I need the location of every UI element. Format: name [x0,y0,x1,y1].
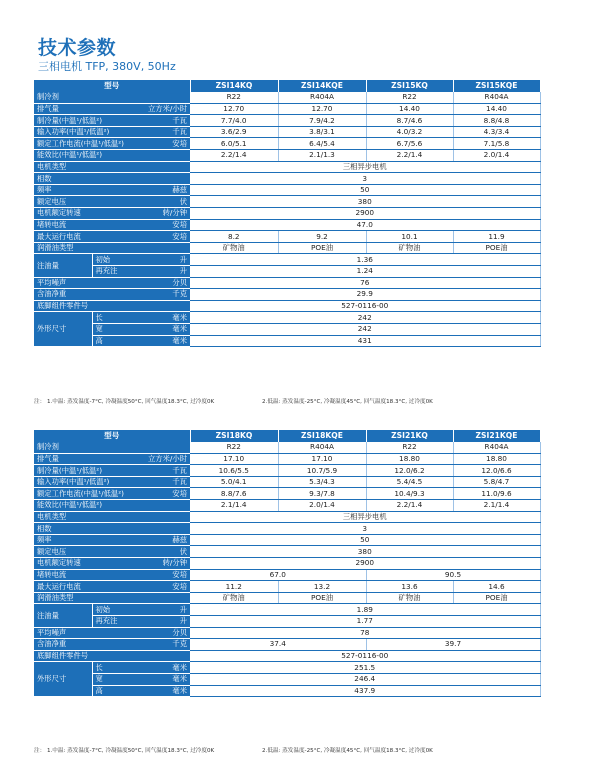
spec-row-refrigerant [34,442,540,454]
row-label-text: 额定电压 [37,196,67,206]
value-cell: 1.36 [190,254,540,266]
value-cell: 37.4 [190,639,366,651]
spec-row-speed [34,208,540,220]
row-label [34,604,92,627]
value-cell: 5.3/4.3 [278,476,366,488]
row-label [34,581,190,593]
value-cell: 8.8/7.6 [190,488,278,500]
value-cell: 76 [190,277,540,289]
spec-row-frequency [34,534,540,546]
value-cell: 1.77 [190,616,540,628]
row-label [34,103,190,115]
row-label [34,208,190,220]
unit-label: 赫兹 [172,185,187,195]
row-label [34,546,190,558]
spec-row-oil_type [34,592,540,604]
value-cell: 5.8/4.7 [453,476,540,488]
value-cell: R404A [453,92,540,104]
sub-label-text: 高 [95,685,103,695]
spec-row-phases [34,173,540,185]
spec-row-noise [34,627,540,639]
row-label-text: 制冷量(中温¹/低温²) [37,465,103,475]
spec-row-displacement [34,453,540,465]
row-label-text: 外形尺寸 [37,324,67,334]
unit-label: 立方米/小时 [148,453,187,463]
model-name: ZSI18KQE [278,430,366,442]
row-label [34,569,190,581]
sub-label [92,685,190,697]
unit-label: 安培 [172,219,187,229]
value-cell: 11.0/9.6 [453,488,540,500]
value-cell: 29.9 [190,289,540,301]
row-label-text: 额定工作电流(中温¹/低温²) [37,138,124,148]
value-cell: 矿物油 [366,592,453,604]
value-cell: 2900 [190,558,540,570]
sub-label [92,254,190,266]
value-cell: 矿物油 [366,242,453,254]
row-label [34,650,190,662]
value-cell: 14.6 [453,581,540,593]
row-label [34,639,190,651]
row-label-text: 最大运行电流 [37,231,81,241]
row-label [34,173,190,185]
unit-label: 安培 [172,231,187,241]
value-cell: 527-0116-00 [190,650,540,662]
sub-label [92,662,190,674]
sub-label-text: 再充注 [95,266,118,276]
value-cell: 17.10 [190,453,278,465]
spec-row-motor_type [34,161,540,173]
row-label [34,511,190,523]
value-cell: 380 [190,546,540,558]
value-cell: 12.0/6.2 [366,465,453,477]
spec-row-lra [34,219,540,231]
value-cell: 4.0/3.2 [366,126,453,138]
page-subtitle: 三相电机 TFP, 380V, 50Hz [38,60,176,73]
spec-row-current [34,488,540,500]
value-cell: 三相异步电机 [190,511,540,523]
value-cell: 1.24 [190,266,540,278]
unit-label: 伏 [179,196,187,206]
spec-row-mcc [34,231,540,243]
row-label-text: 能效比(中温¹/低温²) [37,150,103,160]
row-label [34,488,190,500]
row-label [34,500,190,512]
spec-row-phases [34,523,540,535]
row-label [34,184,190,196]
unit-label: 毫米 [172,312,187,322]
spec-row-width [34,323,540,335]
row-label [34,592,190,604]
value-cell: 三相异步电机 [190,161,540,173]
sub-label-text: 长 [95,662,103,672]
row-label [34,534,190,546]
spec-row-length [34,312,540,324]
row-label [34,289,190,301]
unit-label: 千瓦 [172,127,187,137]
row-label-text: 最大运行电流 [37,581,81,591]
row-label-text: 电机类型 [37,511,67,521]
value-cell: 246.4 [190,673,540,685]
value-cell: 矿物油 [190,242,278,254]
spec-table-table2 [34,430,541,697]
unit-label: 赫兹 [172,535,187,545]
sub-label [92,323,190,335]
value-cell: 380 [190,196,540,208]
value-cell: 5.0/4.1 [190,476,278,488]
unit-label: 升 [179,266,187,276]
value-cell: 2900 [190,208,540,220]
model-name: ZSI15KQE [453,80,540,92]
spec-row-refrigerant [34,92,540,104]
row-label-text: 含油净重 [37,289,67,299]
value-cell: 10.7/5.9 [278,465,366,477]
value-cell: R404A [278,92,366,104]
row-label [34,476,190,488]
value-cell: 2.1/1.4 [190,500,278,512]
value-cell: 2.0/1.4 [278,500,366,512]
row-label-text: 制冷量(中温¹/低温²) [37,115,103,125]
value-cell: 242 [190,312,540,324]
unit-label: 安培 [172,569,187,579]
unit-label: 安培 [172,138,187,148]
spec-row-oil_recharge [34,616,540,628]
row-label [34,558,190,570]
unit-label: 毫米 [172,662,187,672]
spec-table-table1 [34,80,541,347]
spec-row-oil_recharge [34,266,540,278]
row-label [34,442,190,454]
row-label [34,92,190,104]
model-name: ZSI14KQ [190,80,278,92]
value-cell: 1.89 [190,604,540,616]
value-cell: 3 [190,523,540,535]
value-cell: 527-0116-00 [190,300,540,312]
row-label-text: 含油净重 [37,639,67,649]
sub-label-text: 初始 [95,604,111,614]
value-cell: 2.2/1.4 [190,150,278,162]
row-label-text: 堵转电流 [37,569,67,579]
unit-label: 升 [179,254,187,264]
value-cell: 13.6 [366,581,453,593]
value-cell: 18.80 [453,453,540,465]
sub-label [92,604,190,616]
spec-row-power [34,126,540,138]
value-cell: 7.9/4.2 [278,115,366,127]
value-cell: R404A [453,442,540,454]
spec-row-weight [34,289,540,301]
spec-row-noise [34,277,540,289]
row-label [34,219,190,231]
spec-row-voltage [34,546,540,558]
value-cell: 78 [190,627,540,639]
value-cell: 12.0/6.6 [453,465,540,477]
row-label-text: 电机额定转速 [37,558,81,568]
row-label [34,126,190,138]
sub-label [92,266,190,278]
unit-label: 毫米 [172,685,187,695]
value-cell: 3.6/2.9 [190,126,278,138]
header-row [34,430,540,442]
row-label [34,196,190,208]
spec-row-speed [34,558,540,570]
value-cell: POE油 [453,242,540,254]
value-cell: 17.10 [278,453,366,465]
value-cell: R22 [190,442,278,454]
value-cell: 2.2/1.4 [366,500,453,512]
row-label-text: 排气量 [37,453,59,463]
model-name: ZSI15KQ [366,80,453,92]
spec-row-oil_type [34,242,540,254]
row-label-text: 频率 [37,535,52,545]
model-name: ZSI18KQ [190,430,278,442]
footnote-low-temp: 2.低温: 蒸发温度-25°C, 冷凝温度45°C, 回气温度18.3°C, 过冷度0K [262,399,433,405]
row-label [34,453,190,465]
value-cell: POE油 [453,592,540,604]
sub-label-text: 初始 [95,254,111,264]
value-cell: 2.0/1.4 [453,150,540,162]
footnote-mid-temp: 注： 1.中温: 蒸发温度-7°C, 冷凝温度50°C, 回气温度18.3°C, 过冷度0K [34,748,215,754]
unit-label: 千瓦 [172,477,187,487]
footnote [34,397,433,405]
sub-label-text: 高 [95,335,103,345]
sub-label-text: 长 [95,312,103,322]
row-label-text: 输入功率(中温¹/低温²) [37,477,110,487]
row-label [34,150,190,162]
row-label-text: 润滑油类型 [37,243,74,253]
spec-row-width [34,673,540,685]
value-cell: 11.2 [190,581,278,593]
spec-row-oil_initial [34,254,540,266]
row-label-text: 底脚组件零件号 [37,301,89,311]
sub-label [92,616,190,628]
value-cell: 2.2/1.4 [366,150,453,162]
unit-label: 分贝 [172,277,187,287]
spec-row-displacement [34,103,540,115]
value-cell: 10.6/5.5 [190,465,278,477]
spec-row-cop [34,500,540,512]
row-label [34,161,190,173]
value-cell: 10.1 [366,231,453,243]
value-cell: 242 [190,323,540,335]
spec-row-height [34,335,540,347]
unit-label: 毫米 [172,674,187,684]
row-label [34,465,190,477]
value-cell: 3 [190,173,540,185]
value-cell: 12.70 [190,103,278,115]
unit-label: 伏 [179,546,187,556]
spec-row-mount_kit [34,300,540,312]
value-cell: 437.9 [190,685,540,697]
row-label [34,231,190,243]
row-label [34,662,92,697]
row-label-text: 额定电压 [37,546,67,556]
header-row [34,80,540,92]
value-cell: 6.0/5.1 [190,138,278,150]
value-cell: 6.7/5.6 [366,138,453,150]
spec-row-capacity [34,115,540,127]
row-label-text: 排气量 [37,103,59,113]
value-cell: 14.40 [366,103,453,115]
model-header: 型号 [34,80,190,92]
row-label [34,523,190,535]
row-label-text: 相数 [37,173,52,183]
footnote [34,746,433,754]
value-cell: 67.0 [190,569,366,581]
unit-label: 安培 [172,581,187,591]
value-cell: 2.1/1.4 [453,500,540,512]
row-label-text: 输入功率(中温¹/低温²) [37,127,110,137]
unit-label: 千克 [172,639,187,649]
model-header: 型号 [34,430,190,442]
footnote-mid-temp: 注： 1.中温: 蒸发温度-7°C, 冷凝温度50°C, 回气温度18.3°C, 过冷度0K [34,399,215,405]
row-label-text: 注油量 [37,260,59,270]
row-label [34,242,190,254]
value-cell: 10.4/9.3 [366,488,453,500]
value-cell: R404A [278,442,366,454]
unit-label: 安培 [172,488,187,498]
value-cell: POE油 [278,242,366,254]
unit-label: 千瓦 [172,115,187,125]
value-cell: 18.80 [366,453,453,465]
sub-label [92,673,190,685]
unit-label: 升 [179,616,187,626]
value-cell: 9.3/7.8 [278,488,366,500]
value-cell: 13.2 [278,581,366,593]
value-cell: 3.8/3.1 [278,126,366,138]
unit-label: 转/分钟 [162,208,187,218]
value-cell: 2.1/1.3 [278,150,366,162]
row-label [34,300,190,312]
value-cell: 8.8/4.8 [453,115,540,127]
row-label-text: 额定工作电流(中温¹/低温²) [37,488,124,498]
row-label-text: 平均噪声 [37,627,67,637]
spec-row-cop [34,150,540,162]
row-label [34,138,190,150]
spec-row-voltage [34,196,540,208]
row-label-text: 润滑油类型 [37,593,74,603]
sub-label [92,335,190,347]
row-label-text: 平均噪声 [37,277,67,287]
sub-label-text: 宽 [95,324,103,334]
value-cell: 47.0 [190,219,540,231]
value-cell: 431 [190,335,540,347]
unit-label: 毫米 [172,324,187,334]
spec-row-length [34,662,540,674]
spec-row-power [34,476,540,488]
unit-label: 千克 [172,289,187,299]
spec-row-oil_initial [34,604,540,616]
value-cell: 12.70 [278,103,366,115]
footnote-low-temp: 2.低温: 蒸发温度-25°C, 冷凝温度45°C, 回气温度18.3°C, 过冷度0K [262,748,433,754]
value-cell: 251.5 [190,662,540,674]
value-cell: 11.9 [453,231,540,243]
row-label-text: 频率 [37,185,52,195]
value-cell: 7.1/5.8 [453,138,540,150]
value-cell: 9.2 [278,231,366,243]
spec-row-current [34,138,540,150]
spec-row-motor_type [34,511,540,523]
sub-label [92,312,190,324]
row-label-text: 电机类型 [37,161,67,171]
unit-label: 升 [179,604,187,614]
spec-row-frequency [34,184,540,196]
page-title: 技术参数 [38,37,117,59]
value-cell: 7.7/4.0 [190,115,278,127]
spec-row-mount_kit [34,650,540,662]
value-cell: 50 [190,184,540,196]
value-cell: 8.7/4.6 [366,115,453,127]
spec-row-capacity [34,465,540,477]
row-label-text: 底脚组件零件号 [37,651,89,661]
row-label-text: 相数 [37,523,52,533]
unit-label: 分贝 [172,627,187,637]
spec-row-height [34,685,540,697]
model-name: ZSI14KQE [278,80,366,92]
row-label-text: 电机额定转速 [37,208,81,218]
row-label-text: 堵转电流 [37,219,67,229]
value-cell: 39.7 [366,639,540,651]
value-cell: POE油 [278,592,366,604]
value-cell: R22 [366,92,453,104]
model-name: ZSI21KQE [453,430,540,442]
model-name: ZSI21KQ [366,430,453,442]
row-label-text: 外形尺寸 [37,674,67,684]
unit-label: 千瓦 [172,465,187,475]
row-label [34,254,92,277]
row-label-text: 制冷剂 [37,92,59,102]
value-cell: 14.40 [453,103,540,115]
unit-label: 立方米/小时 [148,103,187,113]
value-cell: 矿物油 [190,592,278,604]
sub-label-text: 宽 [95,674,103,684]
row-label [34,115,190,127]
value-cell: 50 [190,534,540,546]
value-cell: 5.4/4.5 [366,476,453,488]
row-label-text: 制冷剂 [37,442,59,452]
row-label [34,312,92,347]
sub-label-text: 再充注 [95,616,118,626]
value-cell: 8.2 [190,231,278,243]
value-cell: 6.4/5.4 [278,138,366,150]
unit-label: 转/分钟 [162,558,187,568]
spec-row-weight [34,639,540,651]
value-cell: 90.5 [366,569,540,581]
spec-row-mcc [34,581,540,593]
value-cell: R22 [366,442,453,454]
row-label-text: 能效比(中温¹/低温²) [37,500,103,510]
value-cell: R22 [190,92,278,104]
spec-row-lra [34,569,540,581]
unit-label: 毫米 [172,335,187,345]
value-cell: 4.3/3.4 [453,126,540,138]
row-label [34,627,190,639]
row-label [34,277,190,289]
row-label-text: 注油量 [37,610,59,620]
